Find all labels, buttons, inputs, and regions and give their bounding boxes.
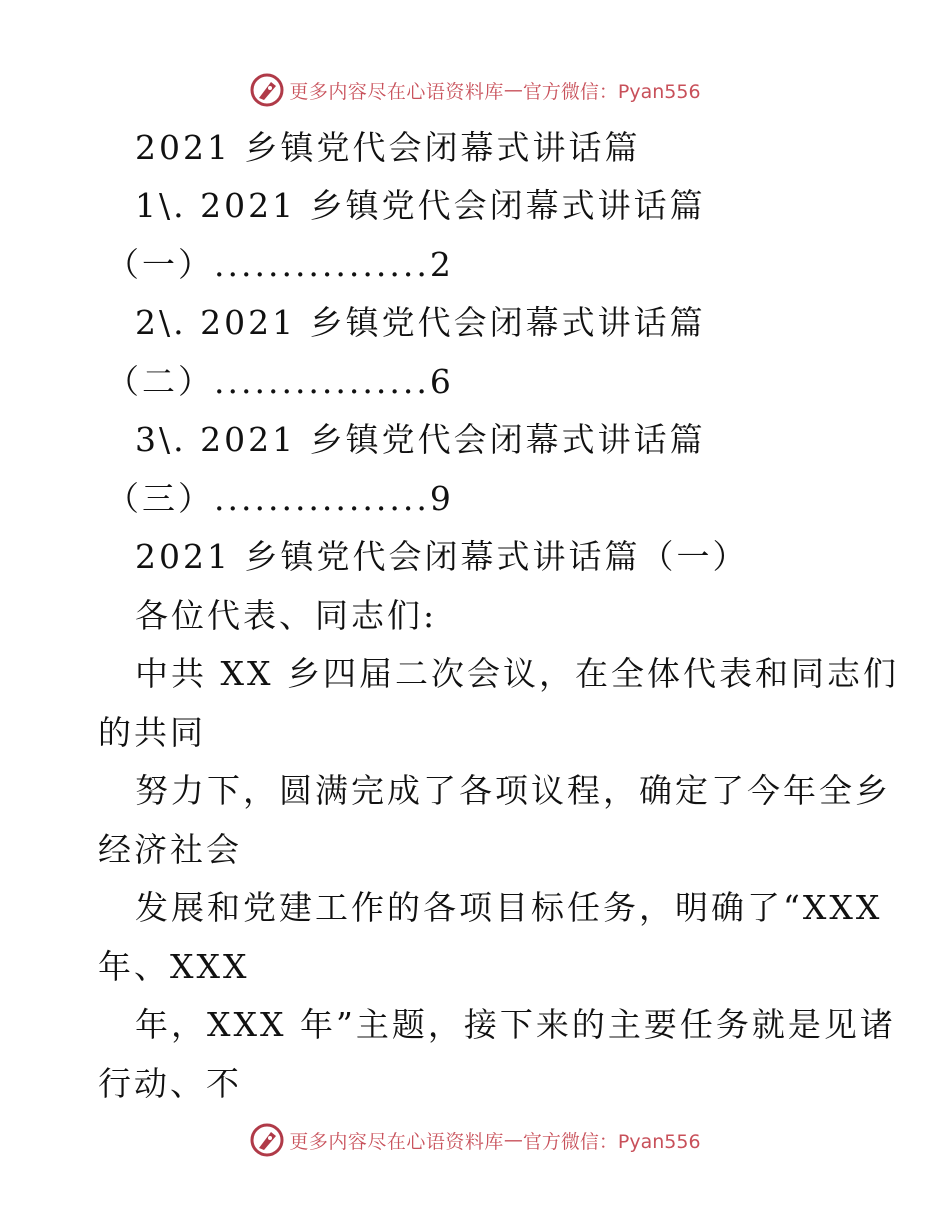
paragraph-line: 年、XXX bbox=[98, 947, 250, 986]
section-heading: 2021 乡镇党代会闭幕式讲话篇（一） bbox=[135, 537, 749, 576]
pen-nib-logo-icon bbox=[249, 1122, 285, 1158]
banner-text: 更多内容尽在心语资料库 bbox=[289, 1130, 504, 1153]
salutation: 各位代表、同志们: bbox=[135, 596, 438, 635]
toc-entry-2-title: 2\. 2021 乡镇党代会闭幕式讲话篇 bbox=[135, 303, 706, 342]
paragraph-line: 年，XXX 年”主题，接下来的主要任务就是见诸 bbox=[135, 1005, 896, 1044]
banner-wechat: 官方微信：Pyan556 bbox=[522, 80, 701, 103]
header-watermark-banner bbox=[0, 70, 950, 110]
doc-title: 2021 乡镇党代会闭幕式讲话篇 bbox=[135, 128, 641, 167]
pen-nib-logo-icon bbox=[249, 72, 285, 108]
toc-entry-3-title: 3\. 2021 乡镇党代会闭幕式讲话篇 bbox=[135, 420, 706, 459]
toc-entry-3-page: （三）................9 bbox=[106, 479, 454, 518]
banner-text: 更多内容尽在心语资料库 bbox=[289, 80, 504, 103]
toc-entry-1-page: （一）................2 bbox=[106, 245, 454, 284]
paragraph-line: 发展和党建工作的各项目标任务，明确了“XXX bbox=[135, 888, 883, 927]
paragraph-line: 中共 XX 乡四届二次会议，在全体代表和同志们 bbox=[135, 654, 899, 693]
paragraph-line: 经济社会 bbox=[98, 830, 242, 869]
paragraph-line: 行动、不 bbox=[98, 1064, 242, 1103]
toc-entry-1-title: 1\. 2021 乡镇党代会闭幕式讲话篇 bbox=[135, 186, 706, 225]
paragraph-line: 的共同 bbox=[98, 713, 206, 752]
footer-watermark-banner bbox=[0, 1120, 950, 1160]
banner-dash: — bbox=[503, 79, 523, 101]
paragraph-line: 努力下，圆满完成了各项议程，确定了今年全乡 bbox=[135, 771, 891, 810]
toc-entry-2-page: （二）................6 bbox=[106, 362, 454, 401]
banner-wechat: 官方微信：Pyan556 bbox=[522, 1130, 701, 1153]
banner-dash: — bbox=[503, 1129, 523, 1151]
